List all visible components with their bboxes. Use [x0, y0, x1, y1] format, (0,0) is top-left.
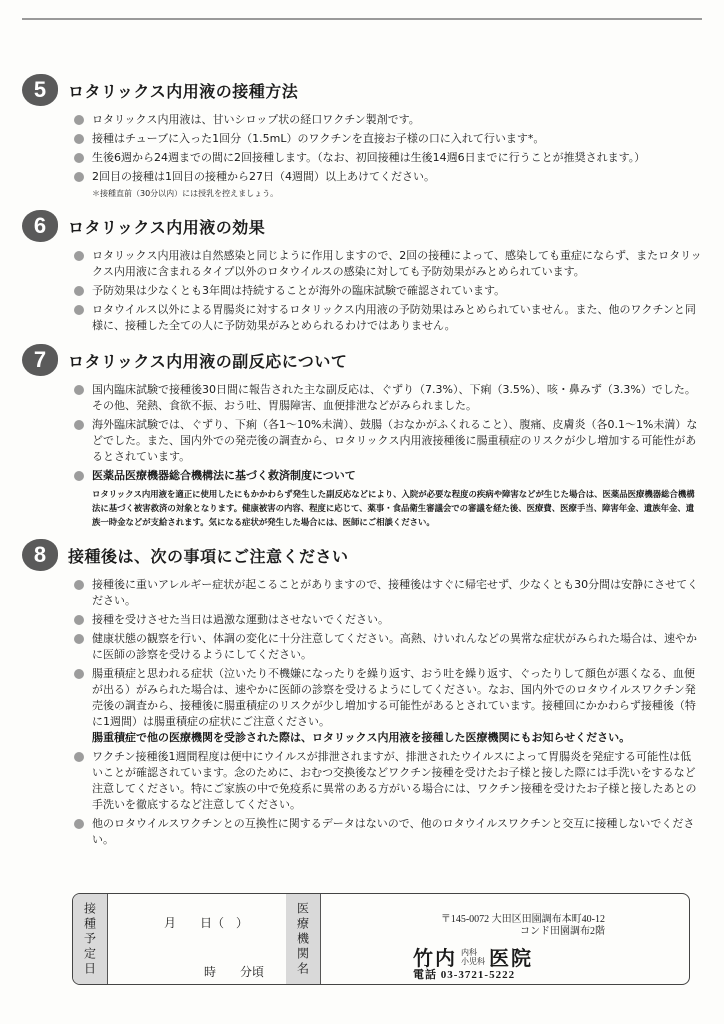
- bullet-icon: [74, 251, 84, 261]
- clinic-address: 〒145-0072 大田区田園調布本町40-12: [440, 914, 605, 925]
- section-number-badge: 8: [22, 539, 58, 571]
- section-8: [22, 539, 702, 848]
- bullet-icon: [74, 115, 84, 125]
- list-item: 健康状態の観察を行い、体調の変化に十分注意してください。高熱、けいれんなどの異常な症状がみられた場合は、速やかに医師の診察を受けるようにしてください。: [74, 631, 702, 663]
- section-number-badge: 7: [22, 344, 58, 376]
- section-title: ロタリックス内用液の接種方法: [68, 81, 299, 101]
- list-item: ワクチン接種後1週間程度は便中にウイルスが排泄されますが、排泄されたウイルスによって胃腸炎を発症する可能性は低いことが確認されています。念のために、おむつ交換後などワクチン接種を受けたお子様と接した際には手洗いをするなど注意してください。特にご家族の中で免疫系に異常のある方がいる場合には、ワクチン接種を受けたお子様と接したあとの手洗いを徹底するなど注意してください。: [74, 749, 702, 813]
- section-title: ロタリックス内用液の効果: [68, 217, 266, 237]
- list-item: 接種はチューブに入った1回分（1.5mL）のワクチンを直接お子様の口に入れて行います*。: [74, 131, 702, 147]
- list-item: 2回目の接種は1回目の接種から27日（4週間）以上あけてください。: [74, 169, 702, 185]
- list-item: 接種後に重いアレルギー症状が起こることがありますので、接種後はすぐに帰宅せず、少なくとも30分間は安静にさせてください。: [74, 577, 702, 609]
- clinic-building: コンド田園調布2階: [520, 926, 605, 937]
- clinic-stamp: [321, 894, 689, 984]
- bullet-icon: [74, 153, 84, 163]
- bullet-icon: [74, 634, 84, 644]
- bullet-icon: [74, 172, 84, 182]
- list-item: 生後6週から24週までの間に2回接種します。（なお、初回接種は生後14週6日までに行うことが推奨されます。）: [74, 150, 702, 166]
- time-field: 時 分頃: [204, 965, 265, 979]
- list-item: ロタリックス内用液は自然感染と同じように作用しますので、2回の接種によって、感染しても重症にならず、またロタリックス内用液に含まれるタイプ以外のロタウイルスの感染に対しても予防効果がみとめられています。: [74, 248, 702, 280]
- clinic-phone: 電話 03-3721-5222: [413, 969, 516, 981]
- list-item: 予防効果は少なくとも3年間は持続することが海外の臨床試験で確認されています。: [74, 283, 702, 299]
- clinic-name-part2: 医院: [489, 948, 533, 970]
- bullet-icon: [74, 471, 84, 481]
- section-number-badge: 5: [22, 74, 58, 106]
- clinic-dept-internal: 内科: [461, 947, 477, 957]
- schedule-label: 接種予定日: [73, 894, 108, 984]
- clinic-name-part1: 竹内: [413, 948, 457, 970]
- top-rule: [22, 18, 702, 20]
- relief-title: 医薬品医療機器総合機構法に基づく救済制度について: [92, 469, 356, 482]
- list-item: ロタウイルス以外による胃腸炎に対するロタリックス内用液の予防効果はみとめられていません。また、他のワクチンと同様に、接種した全ての人に予防効果がみとめられるわけではありません。: [74, 302, 702, 334]
- bullet-icon: [74, 580, 84, 590]
- list-item: 腸重積症と思われる症状（泣いたり不機嫌になったりを繰り返す、おう吐を繰り返す、ぐったりして顔色が悪くなる、血便が出る）がみられた場合は、速やかに医師の診察を受けるようにしてください。なお、国内外でのロタウイルスワクチン発売後の調査から、接種後に腸重積症のリスクが少し増加する可能性があるとされています。接種回にかかわらず接種後（特に1週間）は腸重積症の症状にご注意ください。 腸重積症で他の医療機関を受診された際は、ロタリックス内用液を接種した医療機関にもお知らせください。: [74, 666, 702, 746]
- footnote: ＊接種直前（30分以内）には授乳を控えましょう。: [92, 189, 279, 198]
- list-item: 接種を受けさせた当日は過激な運動はさせないでください。: [74, 612, 702, 628]
- section-number-badge: 6: [22, 210, 58, 242]
- section-7: [22, 344, 702, 529]
- bullet-icon: [74, 752, 84, 762]
- list-item: 他のロタウイルスワクチンとの互換性に関するデータはないので、他のロタウイルスワクチンと交互に接種しないでください。: [74, 816, 702, 848]
- section-title: ロタリックス内用液の副反応について: [68, 351, 348, 371]
- bullet-icon: [74, 134, 84, 144]
- relief-body: ロタリックス内用液を適正に使用したにもかかわらず発生した副反応などにより、入院が必要な程度の疾病や障害などが生じた場合は、医薬品医療機器総合機構法に基づく被害救済の対象となります。健康被害の内容、程度に応じて、薬事・食品衛生審議会での審議を経た後、医療費、医療手当、障害年金、遺族年金、遺族一時金などが支給されます。気になる症状が発生した場合には、医師にご相談ください。: [92, 489, 695, 527]
- bullet-icon: [74, 669, 84, 679]
- clinic-label: 医療機関名: [286, 894, 321, 984]
- list-item: [74, 468, 702, 484]
- month-day-field: 月 日（ ）: [164, 916, 249, 930]
- appointment-box: [72, 893, 690, 985]
- bullet-icon: [74, 305, 84, 315]
- clinic-dept-pediatrics: 小児科: [461, 956, 485, 966]
- section-title: 接種後は、次の事項にご注意ください: [68, 546, 349, 566]
- bullet-icon: [74, 819, 84, 829]
- bullet-icon: [74, 420, 84, 430]
- list-item: 国内臨床試験で接種後30日間に報告された主な副反応は、ぐずり（7.3%）、下痢（3.5%）、咳・鼻みず（3.3%）でした。その他、発熱、食欲不振、おう吐、胃腸障害、血便排泄などがみられました。: [74, 382, 702, 414]
- section-6: [22, 210, 702, 334]
- section-5: [22, 74, 702, 200]
- list-item: ロタリックス内用液は、甘いシロップ状の経口ワクチン製剤です。: [74, 112, 702, 128]
- list-item: 海外臨床試験では、ぐずり、下痢（各1〜10%未満）、鼓腸（おなかがふくれること）、腹痛、皮膚炎（各0.1〜1%未満）などでした。また、国内外での発売後の調査から、ロタリックス内用液接種後に腸重積症のリスクが少し増加する可能性があるとされています。: [74, 417, 702, 465]
- bullet-icon: [74, 385, 84, 395]
- bullet-icon: [74, 286, 84, 296]
- date-area: [108, 894, 286, 984]
- bullet-icon: [74, 615, 84, 625]
- document-body: [22, 74, 702, 858]
- bold-notice: 腸重積症で他の医療機関を受診された際は、ロタリックス内用液を接種した医療機関にもお知らせください。: [92, 731, 631, 744]
